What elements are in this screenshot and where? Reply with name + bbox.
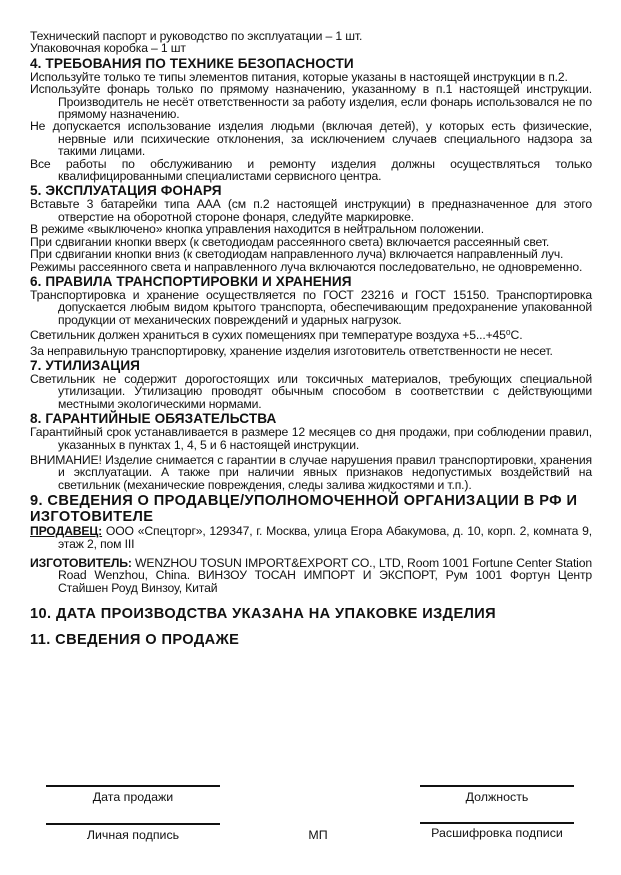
section-7-heading: 7. УТИЛИЗАЦИЯ [30,357,141,373]
decoding-label: Расшифровка подписи [431,826,563,840]
manufacturer-label: ИЗГОТОВИТЕЛЬ: [30,556,132,570]
signature-label: Личная подпись [86,828,180,842]
section-4-paragraph: Не допускается использование изделия людьми (включая детей), у которых есть физические, нервные или психические отклонения, за исключением случаев специального надзора за такими лицами. [30,119,592,159]
section-10-heading: 10. ДАТА ПРОИЗВОДСТВА УКАЗАНА НА УПАКОВКЕ ИЗДЕЛИЯ [30,606,497,623]
section-6-heading: 6. ПРАВИЛА ТРАНСПОРТИРОВКИ И ХРАНЕНИЯ [30,273,352,289]
section-5-paragraph: При сдвигании кнопки вниз (к светодиодам направленного луча) включается направленный луч. [30,247,564,262]
intro-line-2: Упаковочная коробка – 1 шт [30,41,186,56]
section-7-paragraph: Светильник не содержит дорогостоящих или токсичных материалов, требующих специальной утилизации. Утилизацию проводят обычным способом в соответствии с действующими местными экологическими нормами. [30,371,592,411]
section-4-paragraph: Используйте только те типы элементов питания, которые указаны в настоящей инструкции в п.2. [30,69,568,84]
sale-date-line [46,785,220,787]
section-6-paragraph: Транспортировка и хранение осуществляется по ГОСТ 23216 и ГОСТ 15150. Транспортировка допускается любым видом крытого транспорта, обеспечивающим предохранение упакованной продукции от механических повреждений и ударных нагрузок. [30,287,592,327]
decoding-line [420,822,574,824]
section-5-paragraph: Режимы рассеянного света и направленного луча включаются последовательно, не одновременно. [30,259,583,274]
section-4-paragraph: Все работы по обслуживанию и ремонту изделия должны осуществляться только квалифицированными специалистами сервисного центра. [30,156,592,184]
position-label: Должность [465,790,529,804]
manufacturer-text: WENZHOU TOSUN IMPORT&EXPORT CO., LTD, Room 1001 Fortune Center Station Road Wenzhou, China. ВИНЗОУ ТОСАН ИМПОРТ И ЭКСПОРТ, Рум 1001 Фортун Центр Стайшен Роуд Винзоу, Китай [58,556,592,595]
signature-line [46,823,220,825]
seller-text: ООО «Спецторг», 129347, г. Москва, улица Егора Абакумова, д. 10, корп. 2, комната 9, этаж 2, пом III [58,524,592,551]
section-5-paragraph: Вставьте 3 батарейки типа ААА (см п.2 настоящей инструкции) в предназначенное для этого отверстие на оборотной стороне фонаря, следуйте маркировке. [30,197,592,224]
manufacturer-info [30,557,592,594]
section-11-heading: 11. СВЕДЕНИЯ О ПРОДАЖЕ [30,632,240,649]
position-line [420,785,574,787]
document-page [30,30,592,648]
section-8-paragraph: ВНИМАНИЕ! Изделие снимается с гарантии в случае нарушения правил транспортировки, хранения и эксплуатации. А также при наличии явных признаков недопустимых воздействий на светильник (механические повреждения, следы залива жидкостями и т.п.). [30,452,592,492]
section-5-paragraph: В режиме «выключено» кнопка управления находится в нейтральном положении. [30,222,484,237]
section-4-heading: 4. ТРЕБОВАНИЯ ПО ТЕХНИКЕ БЕЗОПАСНОСТИ [30,55,354,71]
section-8-heading: 8. ГАРАНТИЙНЫЕ ОБЯЗАТЕЛЬСТВА [30,411,277,427]
section-4-paragraph: Используйте фонарь только по прямому назначению, указанному в п.1 настоящей инструкции. Производитель не несёт ответственности за работу изделия, если фонарь использовался не по прямому назначению. [30,82,592,122]
seller-info [30,525,592,550]
section-6-paragraph: За неправильную транспортировку, хранение изделия изготовитель ответственности не несет. [30,343,553,358]
section-9-heading: 9. СВЕДЕНИЯ О ПРОДАВЦЕ/УПОЛНОМОЧЕННОЙ ОРГАНИЗАЦИИ В РФ И ИЗГОТОВИТЕЛЕ [30,493,578,526]
intro-line-1: Технический паспорт и руководство по эксплуатации – 1 шт. [30,29,363,43]
section-6-paragraph: Светильник должен храниться в сухих помещениях при температуре воздуха +5...+45⁰С. [30,328,523,343]
stamp-label: МП [308,828,328,842]
section-5-paragraph: При сдвигании кнопки вверх (к светодиодам рассеянного света) включается рассеянный свет. [30,234,550,249]
sale-date-label: Дата продажи [92,790,174,804]
section-5-heading: 5. ЭКСПЛУАТАЦИЯ ФОНАРЯ [30,183,222,199]
seller-label: ПРОДАВЕЦ: [30,524,103,539]
section-8-paragraph: Гарантийный срок устанавливается в размере 12 месяцев со дня продажи, при соблюдении правил, указанных в пунктах 1, 4, 5 и 6 настоящей инструкции. [30,425,592,452]
